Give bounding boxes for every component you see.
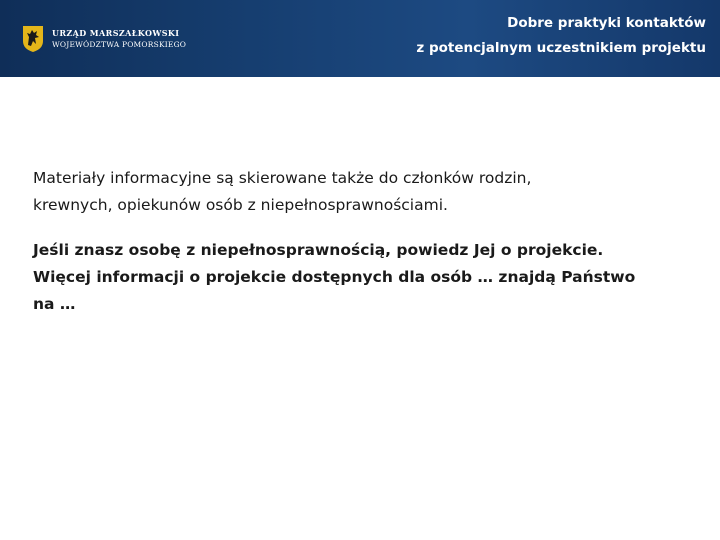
slide-title [416, 11, 706, 61]
slide-content [33, 165, 703, 318]
callout-line-3: na … [33, 295, 76, 313]
griffin-crest-icon [22, 25, 44, 53]
info-paragraph [33, 165, 703, 219]
info-line-2: krewnych, opiekunów osób z niepełnosprawnościami. [33, 196, 448, 214]
header-banner [0, 0, 720, 77]
callout-paragraph [33, 237, 703, 318]
logo-line-2: WOJEWÓDZTWA POMORSKIEGO [52, 40, 187, 49]
info-line-1: Materiały informacyjne są skierowane także do członków rodzin, [33, 169, 532, 187]
logo-line-1: URZĄD MARSZAŁKOWSKI [52, 28, 180, 38]
logo [22, 25, 186, 53]
callout-line-2: Więcej informacji o projekcie dostępnych dla osób … znajdą Państwo [33, 268, 636, 286]
slide-title-line-1: Dobre praktyki kontaktów [507, 15, 706, 31]
callout-line-1: Jeśli znasz osobę z niepełnosprawnością, powiedz Jej o projekcie. [33, 241, 604, 259]
slide-title-line-2: z potencjalnym uczestnikiem projektu [416, 40, 706, 56]
logo-text [52, 28, 186, 50]
